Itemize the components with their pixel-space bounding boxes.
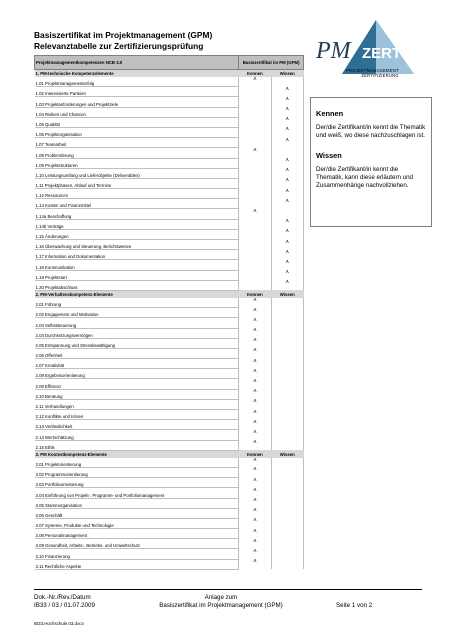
competence-label: 1.07 Teamarbeit [35, 138, 239, 148]
footer-page-number: Seite 1 von 2 [336, 602, 373, 609]
table-row [35, 209, 304, 219]
competence-label: 1.06 Projektorganisation [35, 127, 239, 137]
wissen-mark: X [285, 107, 289, 113]
competence-label: 2.13 Verlässlichkeit [35, 420, 239, 430]
competence-label: 3.04 Einführung von Projekt-, Programm- und Portfoliomanagement [35, 488, 239, 498]
wissen-cell [271, 107, 303, 117]
competence-label: 1.20 Projektabschluss [35, 280, 239, 290]
relevance-table-body [35, 56, 304, 570]
competence-label: 2.05 Entspannung und Stressbewältigung [35, 338, 239, 348]
competence-label: 1.05 Qualität [35, 117, 239, 127]
kennen-mark: X [253, 518, 257, 524]
wissen-cell [271, 318, 303, 328]
kennen-cell [239, 199, 271, 209]
wissen-mark: X [285, 168, 289, 174]
wissen-cell [271, 410, 303, 420]
kennen-mark: X [253, 559, 257, 565]
table-row [35, 308, 304, 318]
competence-label: 2.07 Kreativität [35, 359, 239, 369]
wissen-cell [271, 478, 303, 488]
kennen-mark: X [253, 440, 257, 446]
wissen-cell [271, 308, 303, 318]
wissen-mark: X [285, 127, 289, 133]
competence-label: 3.07 Systeme, Produkte und Technologie [35, 518, 239, 528]
wissen-cell [271, 328, 303, 338]
kennen-cell [239, 168, 271, 178]
wissen-cell [271, 508, 303, 518]
competence-label: 3.01 Projektorientierung [35, 458, 239, 468]
table-row [35, 240, 304, 250]
kennen-cell [239, 389, 271, 399]
legend-kennen-text: Der/die Zertifikant/in kennt die Thematik und weiß, wo diese nachzuschlagen ist. [316, 124, 426, 139]
kennen-cell [239, 270, 271, 280]
kennen-cell [239, 369, 271, 379]
competence-label: 2.09 Effizienz [35, 379, 239, 389]
svg-text:ZERT: ZERT [362, 45, 402, 62]
kennen-cell [239, 148, 271, 158]
kennen-mark: X [253, 548, 257, 554]
logo-caption-line2: ZERTIFIZIERUNG [361, 73, 399, 79]
competence-label: 2.04 Durchsetzungsvermögen [35, 328, 239, 338]
kennen-cell [239, 430, 271, 440]
wissen-mark: X [285, 280, 289, 286]
table-row [35, 508, 304, 518]
kennen-cell [239, 318, 271, 328]
table-row [35, 280, 304, 290]
kennen-mark: X [253, 77, 257, 82]
wissen-cell [271, 127, 303, 137]
legend-kennen-title: Kennen [316, 109, 344, 118]
wissen-cell [271, 440, 303, 450]
competence-label: 1.17 Information und Dokumentation [35, 250, 239, 260]
kennen-cell [239, 539, 271, 549]
kennen-mark: X [253, 508, 257, 514]
competence-label: 2.01 Führung [35, 298, 239, 308]
footer-filename: IB33.Hochschule.03.docx [34, 621, 84, 626]
section-title: 1. PM-technische Kompetenzelemente [35, 70, 239, 78]
wissen-cell [271, 518, 303, 528]
wissen-cell [271, 199, 303, 209]
kennen-cell [239, 549, 271, 559]
competence-label: 1.08 Problemlösung [35, 148, 239, 158]
table-row [35, 117, 304, 127]
kennen-mark: X [253, 429, 257, 435]
page-footer [34, 589, 422, 626]
wissen-cell [271, 399, 303, 409]
wissen-cell [271, 529, 303, 539]
table-row [35, 148, 304, 158]
title-line-2: Relevanztabelle zur Zertifizierungsprüfung [34, 41, 204, 51]
wissen-cell [271, 87, 303, 97]
competence-label: 2.03 Selbststeuerung [35, 318, 239, 328]
competence-label: 1.09 Projektstrukturen [35, 158, 239, 168]
kennen-cell [239, 348, 271, 358]
table-row [35, 359, 304, 369]
kennen-cell [239, 240, 271, 250]
wissen-mark: X [285, 96, 289, 102]
table-row [35, 430, 304, 440]
competence-label: 2.08 Ergebnisorientierung [35, 369, 239, 379]
table-row [35, 549, 304, 559]
section-header-row [35, 450, 304, 458]
kennen-cell [239, 440, 271, 450]
kennen-cell [239, 107, 271, 117]
table-row [35, 298, 304, 308]
kennen-mark: X [253, 409, 257, 415]
kennen-mark: X [253, 147, 257, 153]
kennen-mark: X [253, 348, 257, 354]
kennen-mark: X [253, 328, 257, 333]
kennen-cell [239, 508, 271, 518]
table-row [35, 168, 304, 178]
competence-label: 1.02 Interessierte Parteien [35, 87, 239, 97]
table-row [35, 389, 304, 399]
competence-label: 3.09 Gesundheit, Arbeits-, Betriebs- und Umweltschutz [35, 539, 239, 549]
kennen-cell [239, 97, 271, 107]
competence-label: 2.11 Verhandlungen [35, 399, 239, 409]
competence-label: 3.02 Programmorientierung [35, 467, 239, 477]
kennen-cell [239, 280, 271, 290]
wissen-cell [271, 148, 303, 158]
table-row [35, 559, 304, 569]
wissen-cell [271, 260, 303, 270]
competence-label: 1.13 Kosten und Finanzmittel [35, 199, 239, 209]
table-row [35, 97, 304, 107]
kennen-mark: X [253, 457, 257, 463]
kennen-cell [239, 117, 271, 127]
wissen-cell [271, 77, 303, 87]
kennen-mark: X [253, 467, 257, 473]
kennen-cell [239, 250, 271, 260]
column-kennen-label: Kennen [239, 70, 271, 78]
wissen-mark: X [285, 239, 289, 245]
wissen-cell [271, 420, 303, 430]
table-row [35, 260, 304, 270]
kennen-cell [239, 410, 271, 420]
table-row [35, 107, 304, 117]
wissen-cell [271, 488, 303, 498]
logo-caption [346, 68, 399, 78]
table-row [35, 87, 304, 97]
wissen-cell [271, 280, 303, 290]
competence-label: 1.10 Leistungsumfang und Lieferobjekte (Deliverables) [35, 168, 239, 178]
wissen-cell [271, 189, 303, 199]
kennen-mark: X [253, 378, 257, 384]
kennen-cell [239, 458, 271, 468]
wissen-cell [271, 379, 303, 389]
table-row [35, 178, 304, 188]
wissen-cell [271, 389, 303, 399]
section-header-row [35, 290, 304, 298]
table-row [35, 488, 304, 498]
competence-label: 1.15 Änderungen [35, 229, 239, 239]
kennen-cell [239, 138, 271, 148]
kennen-cell [239, 87, 271, 97]
competence-label: 1.11 Projektphasen, Ablauf und Termine [35, 178, 239, 188]
kennen-mark: X [253, 297, 257, 303]
table-row [35, 328, 304, 338]
competence-label: 1.16 Überwachung und Steuerung, Berichtswesen [35, 240, 239, 250]
table-row [35, 420, 304, 430]
table-row [35, 399, 304, 409]
wissen-cell [271, 250, 303, 260]
wissen-cell [271, 117, 303, 127]
competence-label: 1.04 Risiken und Chancen [35, 107, 239, 117]
competence-label: 1.14b Verträge [35, 219, 239, 229]
relevance-table [34, 55, 304, 570]
kennen-mark: X [253, 399, 257, 405]
table-row [35, 219, 304, 229]
table-row [35, 138, 304, 148]
kennen-mark: X [253, 419, 257, 425]
table-row [35, 529, 304, 539]
section-header-row [35, 70, 304, 78]
wissen-cell [271, 467, 303, 477]
table-row [35, 410, 304, 420]
kennen-cell [239, 209, 271, 219]
table-row [35, 229, 304, 239]
kennen-mark: X [253, 368, 257, 374]
competence-label: 3.08 Personalmanagement [35, 529, 239, 539]
wissen-cell [271, 549, 303, 559]
table-row [35, 478, 304, 488]
competence-label: 2.10 Beratung [35, 389, 239, 399]
wissen-mark: X [285, 249, 289, 255]
competence-label: 1.12 Ressourcen [35, 189, 239, 199]
table-row [35, 318, 304, 328]
table-row [35, 440, 304, 450]
svg-text:PM: PM [316, 38, 351, 64]
competence-label: 3.10 Finanzierung [35, 549, 239, 559]
table-row [35, 369, 304, 379]
kennen-mark: X [253, 528, 257, 534]
table-row [35, 467, 304, 477]
wissen-cell [271, 458, 303, 468]
wissen-cell [271, 240, 303, 250]
kennen-cell [239, 229, 271, 239]
wissen-cell [271, 338, 303, 348]
footer-doc-value: IB33 / 03 / 01.07.2009 [34, 602, 95, 609]
kennen-cell [239, 379, 271, 389]
kennen-cell [239, 328, 271, 338]
wissen-cell [271, 369, 303, 379]
kennen-cell [239, 359, 271, 369]
kennen-cell [239, 219, 271, 229]
legend-wissen-title: Wissen [316, 151, 342, 160]
kennen-mark: X [253, 317, 257, 323]
wissen-cell [271, 219, 303, 229]
wissen-cell [271, 97, 303, 107]
column-wissen-label: Wissen [271, 450, 303, 458]
competence-label: 2.02 Engagement und Motivation [35, 308, 239, 318]
wissen-cell [271, 359, 303, 369]
kennen-cell [239, 260, 271, 270]
footer-anlage: Anlage zum [204, 594, 238, 601]
competence-label: 3.11 Rechtliche Aspekte [35, 559, 239, 569]
legend-wissen-text: Der/die Zertifikant/in kennt die Thematik, kann diese erläutern und Zusammenhänge nachvollziehen. [316, 166, 413, 189]
wissen-cell [271, 270, 303, 280]
kennen-mark: X [253, 208, 257, 214]
wissen-cell [271, 209, 303, 219]
kennen-mark: X [253, 487, 257, 493]
table-row [35, 189, 304, 199]
competence-label: 1.01 Projektmanagementerfolg [35, 77, 239, 87]
kennen-mark: X [253, 358, 257, 364]
competence-label: 2.12 Konflikte und Krisen [35, 410, 239, 420]
kennen-cell [239, 498, 271, 508]
kennen-cell [239, 559, 271, 569]
competence-label: 1.14a Beschaffung [35, 209, 239, 219]
wissen-cell [271, 539, 303, 549]
wissen-cell [271, 348, 303, 358]
document-title [34, 30, 212, 52]
table-row [35, 348, 304, 358]
column-wissen-label: Wissen [271, 290, 303, 298]
legend-box [310, 97, 432, 227]
footer-doc-info [34, 594, 95, 610]
table-row [35, 270, 304, 280]
wissen-cell [271, 498, 303, 508]
kennen-mark: X [253, 538, 257, 544]
table-row [35, 158, 304, 168]
wissen-cell [271, 168, 303, 178]
footer-doc-title: Basiszertifikat im Projektmanagement (GPM) [159, 602, 283, 609]
footer-center [141, 594, 301, 610]
kennen-cell [239, 478, 271, 488]
column-kennen-label: Kennen [239, 450, 271, 458]
kennen-mark: X [253, 389, 257, 395]
wissen-cell [271, 559, 303, 569]
competence-label: 1.03 Projektanforderungen und Projektziele [35, 97, 239, 107]
competence-label: 2.14 Wertschätzung [35, 430, 239, 440]
table-row [35, 199, 304, 209]
table-row [35, 518, 304, 528]
competence-label: 2.15 Ethik [35, 440, 239, 450]
wissen-mark: X [285, 117, 289, 123]
competence-label: 1.18 Kommunikation [35, 260, 239, 270]
competence-label: 3.05 Stammorganisation [35, 498, 239, 508]
wissen-mark: X [285, 270, 289, 276]
kennen-cell [239, 77, 271, 87]
kennen-cell [239, 127, 271, 137]
kennen-cell [239, 420, 271, 430]
kennen-cell [239, 399, 271, 409]
wissen-mark: X [285, 198, 289, 204]
wissen-mark: X [285, 219, 289, 225]
section-title: 2. PM-Verhaltenskompetenz-Elemente [35, 290, 239, 298]
wissen-mark: X [285, 188, 289, 194]
table-row [35, 338, 304, 348]
title-line-1: Basiszertifikat im Projektmanagement (GPM) [34, 30, 213, 40]
wissen-mark: X [285, 259, 289, 265]
kennen-cell [239, 158, 271, 168]
wissen-cell [271, 298, 303, 308]
competence-label: 2.06 Offenheit [35, 348, 239, 358]
header-competences: Projektmanagementkompetenzen NCB 3.0 [35, 56, 239, 70]
kennen-mark: X [253, 477, 257, 483]
table-row [35, 379, 304, 389]
wissen-cell [271, 178, 303, 188]
wissen-cell [271, 430, 303, 440]
footer-doc-label: Dok.-Nr./Rev./Datum [34, 594, 91, 601]
kennen-cell [239, 308, 271, 318]
kennen-mark: X [253, 307, 257, 313]
table-row [35, 250, 304, 260]
header-certificate: Basiszertifikat im PM (GPM) [239, 56, 304, 70]
kennen-mark: X [253, 338, 257, 344]
table-row [35, 458, 304, 468]
wissen-mark: X [285, 86, 289, 92]
kennen-cell [239, 529, 271, 539]
table-row [35, 498, 304, 508]
wissen-cell [271, 158, 303, 168]
wissen-mark: X [285, 178, 289, 184]
wissen-cell [271, 138, 303, 148]
wissen-mark: X [285, 137, 289, 143]
kennen-cell [239, 467, 271, 477]
wissen-cell [271, 229, 303, 239]
kennen-cell [239, 298, 271, 308]
column-wissen-label: Wissen [271, 70, 303, 78]
kennen-cell [239, 488, 271, 498]
wissen-mark: X [285, 229, 289, 235]
kennen-mark: X [253, 498, 257, 503]
competence-label: 3.03 Portfolioorientierung [35, 478, 239, 488]
table-row [35, 539, 304, 549]
wissen-mark: X [285, 158, 289, 163]
kennen-cell [239, 189, 271, 199]
competence-label: 1.19 Projektstart [35, 270, 239, 280]
kennen-cell [239, 178, 271, 188]
section-title: 3. PM Kontextkompetenz-Elemente [35, 450, 239, 458]
competence-label: 3.06 Geschäft [35, 508, 239, 518]
kennen-cell [239, 338, 271, 348]
kennen-cell [239, 518, 271, 528]
table-row [35, 77, 304, 87]
column-kennen-label: Kennen [239, 290, 271, 298]
logo-caption-line1: PROJEKTMANAGEMENT [346, 68, 399, 73]
table-header-row [35, 56, 304, 70]
table-row [35, 127, 304, 137]
